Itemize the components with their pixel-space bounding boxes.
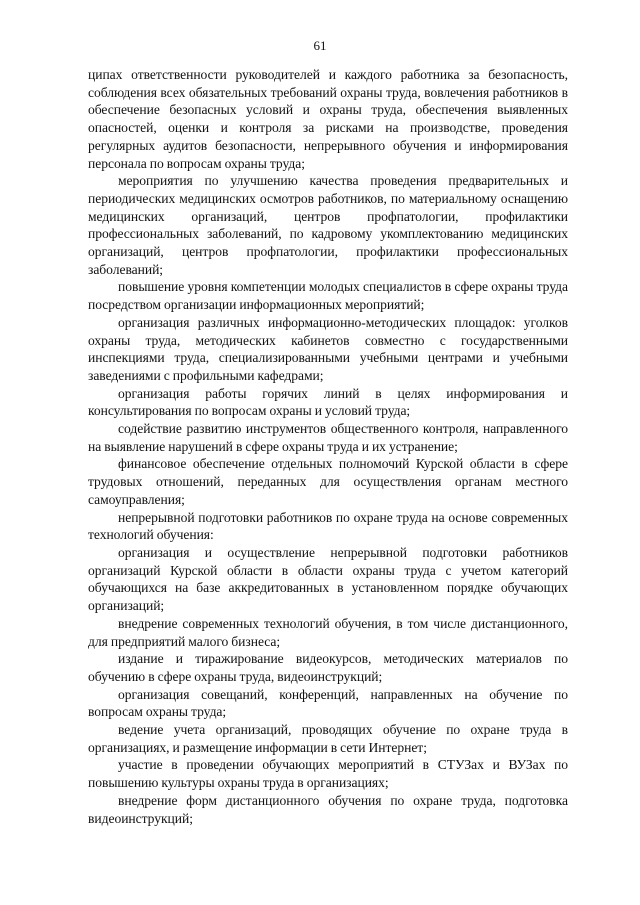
paragraph-medical-checkups: мероприятия по улучшению качества проведения предварительных и периодических медицинских осмотров работников, по материальному оснащению медицинских организаций, центров профпатологии, профилактики профессиональных заболеваний, по кадровому укомплектованию медицинских организаций, центров профпатологии, профилактики профессиональных заболеваний; — [88, 173, 568, 277]
document-body — [88, 66, 568, 827]
paragraph-financing: финансовое обеспечение отдельных полномочий Курской области в сфере трудовых отношений, переданных для осуществления органам местного самоуправления; — [88, 456, 568, 507]
paragraph-training-records: ведение учета организаций, проводящих обучение по охране труда в организациях, и размещение информации в сети Интернет; — [88, 722, 568, 755]
paragraph-public-control: содействие развитию инструментов общественного контроля, направленного на выявление нарушений в сфере охраны труда и их устранение; — [88, 421, 568, 454]
paragraph-video-courses: издание и тиражирование видеокурсов, методических материалов по обучению в сфере охраны труда, видеоинструкций; — [88, 651, 568, 684]
paragraph-hotlines: организация работы горячих линий в целях информирования и консультирования по вопросам охраны и условий труда; — [88, 385, 568, 419]
paragraph-young-specialists: повышение уровня компетенции молодых специалистов в сфере охраны труда посредством организации информационных мероприятий; — [88, 279, 568, 313]
paragraph-continuous-training: непрерывной подготовки работников по охране труда на основе современных технологий обучения: — [88, 509, 568, 543]
page-number: 61 — [313, 38, 327, 53]
paragraph-conferences: организация совещаний, конференций, направленных на обучение по вопросам охраны труда; — [88, 686, 568, 720]
paragraph-educational-events: участие в проведении обучающих мероприятий в СТУЗах и ВУЗах по повышению культуры охраны труда в организациях; — [88, 757, 568, 791]
paragraph-training-organization: организация и осуществление непрерывной подготовки работников организаций Курской области в области охраны труда с учетом категорий обучающихся на базе аккредитованных в установленном порядке обучающих организаций; — [88, 544, 568, 614]
paragraph-distance-learning: внедрение форм дистанционного обучения по охране труда, подготовка видеоинструкций; — [88, 792, 568, 826]
paragraph-distance-technologies: внедрение современных технологий обучения, в том числе дистанционного, для предприятий малого бизнеса; — [88, 615, 568, 649]
paragraph-continuation: ципах ответственности руководителей и каждого работника за безопасность, соблюдения всех обязательных требований охраны труда, вовлечения работников в обеспечение безопасных условий и охраны труда, обеспечения выявленных опасностей, оценки и контроля за рисками на производстве, проведения регулярных аудитов безопасности, непрерывного обучения и информирования персонала по вопросам охраны труда; — [88, 67, 568, 171]
paragraph-info-platforms: организация различных информационно-методических площадок: уголков охраны труда, методических кабинетов совместно с государственными инспекциями труда, специализированными учебными центрами и учебными заведениями с профильными кафедрами; — [88, 314, 568, 383]
